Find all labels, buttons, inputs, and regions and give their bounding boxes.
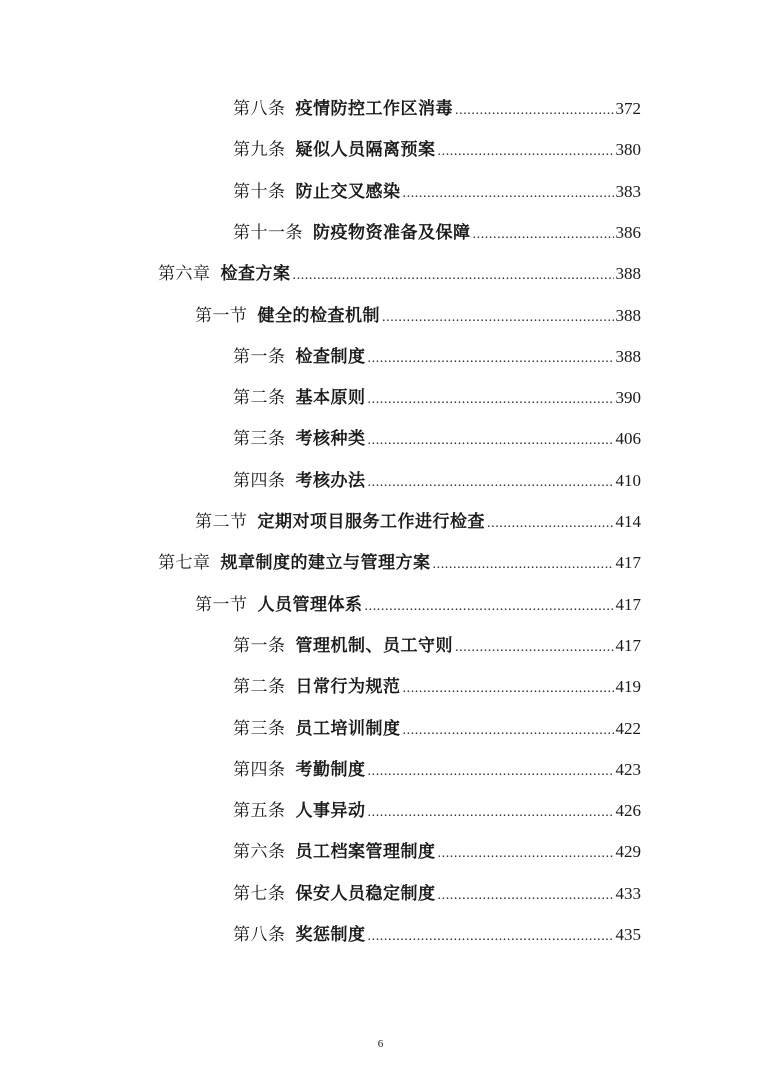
toc-entry-page: 417 — [615, 595, 641, 614]
dot-leader — [365, 592, 614, 622]
dot-leader — [368, 385, 614, 415]
toc-entry-title: 考核种类 — [295, 429, 366, 449]
dot-leader — [455, 633, 614, 663]
toc-entry-number: 第五条 — [233, 801, 286, 821]
toc-entry[interactable] — [233, 672, 641, 702]
toc-entry-number: 第七章 — [158, 553, 211, 573]
toc-entry-number: 第四条 — [233, 760, 286, 780]
toc-entry-title: 防止交叉感染 — [295, 182, 401, 202]
toc-entry[interactable] — [233, 342, 641, 372]
dot-leader — [487, 509, 614, 539]
dot-leader — [368, 922, 614, 952]
dot-leader — [368, 344, 614, 374]
toc-entry-page: 414 — [615, 512, 641, 531]
toc-entry-page: 417 — [615, 553, 641, 572]
toc-entry[interactable] — [233, 466, 641, 496]
toc-entry[interactable] — [233, 631, 641, 661]
toc-entry-title: 规章制度的建立与管理方案 — [220, 553, 431, 573]
toc-entry-title: 健全的检查机制 — [257, 306, 380, 326]
page-number: 6 — [377, 1038, 384, 1050]
toc-entry[interactable] — [233, 714, 641, 744]
dot-leader — [368, 468, 614, 498]
toc-entry-page: 426 — [615, 801, 641, 820]
dot-leader — [433, 550, 614, 580]
dot-leader — [368, 757, 614, 787]
toc-entry-title: 日常行为规范 — [295, 677, 401, 697]
dot-leader — [368, 426, 614, 456]
toc-entry-page: 429 — [615, 842, 641, 861]
toc-entry-page: 419 — [615, 677, 641, 696]
toc-entry[interactable] — [233, 879, 641, 909]
toc-entry-page: 433 — [615, 884, 641, 903]
toc-entry-page: 388 — [615, 347, 641, 366]
toc-entry-number: 第二条 — [233, 388, 286, 408]
toc-entry[interactable] — [233, 218, 641, 248]
toc-entry[interactable] — [233, 424, 641, 454]
toc-entry-number: 第三条 — [233, 719, 286, 739]
toc-entry-title: 定期对项目服务工作进行检查 — [257, 512, 485, 532]
toc-entry-title: 保安人员稳定制度 — [295, 884, 436, 904]
toc-entry-page: 390 — [615, 388, 641, 407]
toc-entry[interactable] — [233, 755, 641, 785]
toc-entry-page: 372 — [615, 99, 641, 118]
toc-entry-title: 疫情防控工作区消毒 — [295, 99, 453, 119]
toc-entry[interactable] — [233, 177, 641, 207]
dot-leader — [368, 798, 614, 828]
toc-entry-number: 第十条 — [233, 182, 286, 202]
toc-entry-number: 第六章 — [158, 264, 211, 284]
toc-entry-title: 检查制度 — [295, 347, 366, 367]
dot-leader — [455, 96, 614, 126]
toc-entry[interactable] — [195, 507, 641, 537]
toc-entry[interactable] — [195, 301, 641, 331]
dot-leader — [382, 303, 614, 333]
toc-entry-number: 第二节 — [195, 512, 248, 532]
dot-leader — [438, 137, 614, 167]
toc-entry[interactable] — [233, 920, 641, 950]
toc-entry-title: 考勤制度 — [295, 760, 366, 780]
dot-leader — [473, 220, 614, 250]
dot-leader — [403, 716, 614, 746]
toc-entry[interactable] — [158, 548, 641, 578]
toc-entry-page: 388 — [615, 264, 641, 283]
toc-entry-page: 423 — [615, 760, 641, 779]
toc-entry-page: 410 — [615, 471, 641, 490]
toc-entry[interactable] — [233, 94, 641, 124]
dot-leader — [403, 179, 614, 209]
toc-entry[interactable] — [233, 837, 641, 867]
toc-entry-title: 考核办法 — [295, 471, 366, 491]
toc-entry-number: 第七条 — [233, 884, 286, 904]
toc-entry-title: 基本原则 — [295, 388, 366, 408]
toc-entry[interactable] — [233, 383, 641, 413]
toc-entry-title: 人事异动 — [295, 801, 366, 821]
toc-entry-page: 386 — [615, 223, 641, 242]
toc-entry-title: 防疫物资准备及保障 — [313, 223, 471, 243]
toc-entry[interactable] — [233, 135, 641, 165]
toc-entry-page: 380 — [615, 140, 641, 159]
toc-entry-number: 第一节 — [195, 306, 248, 326]
toc-entry-number: 第一条 — [233, 347, 286, 367]
toc-entry-number: 第十一条 — [233, 223, 303, 243]
toc-entry-number: 第八条 — [233, 99, 286, 119]
toc-entry-page: 406 — [615, 429, 641, 448]
toc-entry-title: 员工培训制度 — [295, 719, 401, 739]
toc-entry-page: 383 — [615, 182, 641, 201]
toc-entry-title: 检查方案 — [220, 264, 291, 284]
toc-entry-page: 417 — [615, 636, 641, 655]
toc-entry-number: 第六条 — [233, 842, 286, 862]
toc-entry-number: 第三条 — [233, 429, 286, 449]
toc-entry-number: 第一节 — [195, 595, 248, 615]
toc-entry-title: 奖惩制度 — [295, 925, 366, 945]
toc-entry[interactable] — [233, 796, 641, 826]
toc-entry-page: 422 — [615, 719, 641, 738]
toc-entry-number: 第九条 — [233, 140, 286, 160]
dot-leader — [438, 881, 614, 911]
toc-entry-number: 第四条 — [233, 471, 286, 491]
toc-entry-title: 管理机制、员工守则 — [295, 636, 453, 656]
toc-entry-number: 第二条 — [233, 677, 286, 697]
toc-entry-number: 第一条 — [233, 636, 286, 656]
toc-entry-page: 435 — [615, 925, 641, 944]
dot-leader — [438, 839, 614, 869]
toc-entry[interactable] — [158, 259, 641, 289]
toc-entry-page: 388 — [615, 306, 641, 325]
dot-leader — [403, 674, 614, 704]
toc-entry-title: 员工档案管理制度 — [295, 842, 436, 862]
dot-leader — [293, 261, 614, 291]
toc-entry-title: 疑似人员隔离预案 — [295, 140, 436, 160]
toc-entry-number: 第八条 — [233, 925, 286, 945]
toc-entry-title: 人员管理体系 — [257, 595, 363, 615]
toc-entry[interactable] — [195, 590, 641, 620]
